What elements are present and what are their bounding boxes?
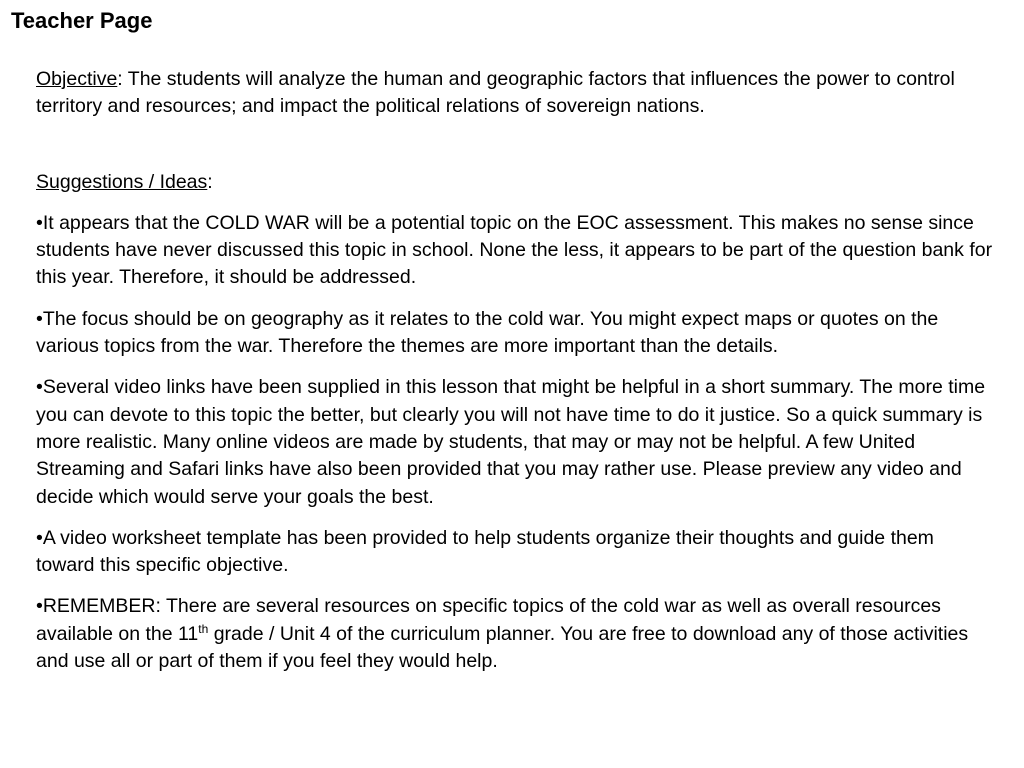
suggestion-item: •It appears that the COLD WAR will be a potential topic on the EOC assessment. This makes no sense since students have never discussed this topic in school. None the less, it appears to be part of the question bank for this year. Therefore, it should be addressed. [36,211,993,289]
objective-paragraph [36,66,996,121]
suggestion-item: •Several video links have been supplied in this lesson that might be helpful in a short summary. The more time you can devote to this topic the better, but clearly you will not have time to do it justice. So a quick summary is more realistic. Many online videos are made by students, that may or may not be helpful. A few United Streaming and Safari links have also been provided that you may rather use. Please preview any video and decide which would serve your goals the best. [36,376,986,508]
suggestions-label: Suggestions / Ideas [36,170,208,193]
suggestion-item-remember [36,593,996,675]
objective-label: Objective [36,68,118,90]
teacher-notes [36,66,996,689]
suggestion-item: •A video worksheet template has been provided to help students organize their thoughts and guide them toward this specific objective. [36,526,934,577]
suggestions-heading [36,169,996,196]
remember-text-end: grade / Unit 4 of the curriculum planner. You are free to download any of those activities and use all or part of them if you feel they would help. [36,622,969,673]
suggestion-item: •The focus should be on geography as it relates to the cold war. You might expect maps or quotes on the various topics from the war. Therefore the themes are more important than the details. [36,307,939,358]
objective-separator: : [117,68,123,90]
remember-text-start: •REMEMBER: There are several resources on specific topics of the cold war as well as overall resources available on the 11 [36,595,941,645]
page-title: Teacher Page [11,8,153,33]
ordinal-superscript: th [198,621,209,636]
objective-text: The students will analyze the human and geographic factors that influences the power to control territory and resources; and impact the political relations of sovereign nations. [36,68,955,118]
suggestions-separator: : [207,170,213,193]
